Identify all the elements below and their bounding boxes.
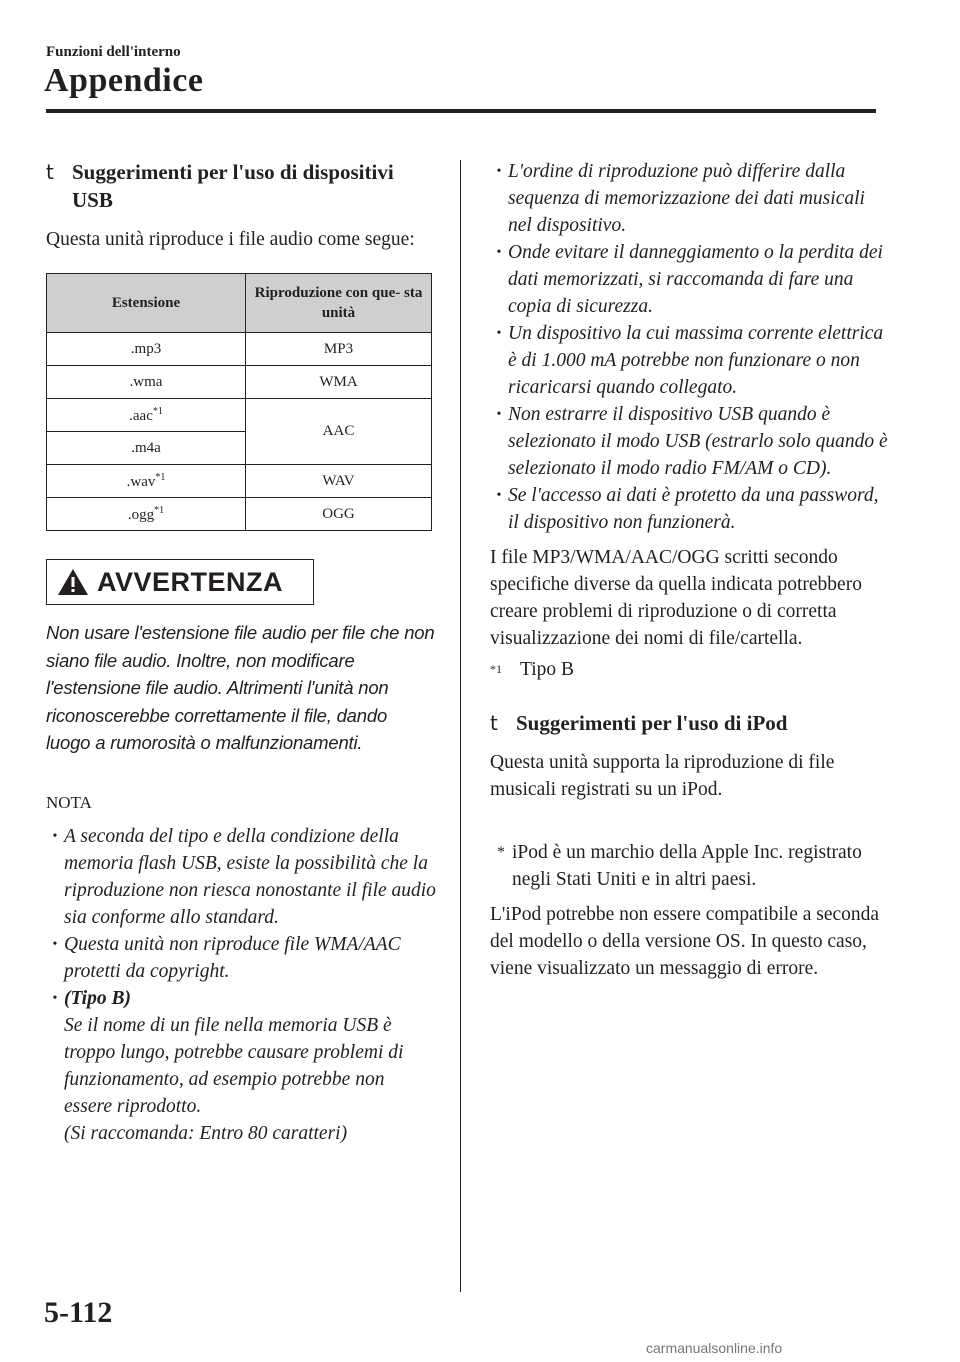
cell-format: OGG <box>246 498 432 531</box>
col-header-playback: Riproduzione con que- sta unità <box>246 274 432 333</box>
left-column <box>46 158 436 1147</box>
bullet-icon: • <box>496 164 502 179</box>
bullet-icon: • <box>52 828 58 844</box>
warning-title: AVVERTENZA <box>97 566 284 597</box>
usb-heading-text: Suggerimenti per l'uso di dispositivi USB <box>72 160 394 212</box>
note-bullets <box>46 823 436 1147</box>
note-bullets-continued <box>490 158 890 536</box>
cell-extension: .aac$^{*1}$ <box>47 399 246 432</box>
cell-format: WMA <box>246 366 432 399</box>
list-item: • Questa unità non riproduce file WMA/AAC protetti da copyright. <box>46 931 436 985</box>
bullet-icon: • <box>52 936 58 952</box>
page-title: Appendice <box>44 62 204 99</box>
ipod-heading-text: Suggerimenti per l'uso di iPod <box>516 710 788 735</box>
table-row <box>47 498 432 531</box>
cell-format: MP3 <box>246 333 432 366</box>
file-format-table <box>46 273 432 531</box>
tipo-b-label: (Tipo B) <box>64 987 131 1009</box>
trademark-note <box>490 839 890 893</box>
warning-box <box>46 559 314 605</box>
bullet-icon: • <box>496 488 502 503</box>
bullet-icon: • <box>52 990 58 1006</box>
bullet-icon: • <box>496 407 502 422</box>
bullet-icon: • <box>496 245 502 260</box>
cell-format: WAV <box>246 465 432 498</box>
warning-text: Non usare l'estensione file audio per file che non siano file audio. Inoltre, non modificare l'estensione file audio. Altrimenti l'unità non riconoscerebbe correttamente il file, dando luogo a rumorosità o malfunzionamenti. <box>46 622 435 753</box>
page-number: 5-112 <box>44 1296 113 1329</box>
section-marker-icon: t <box>46 160 54 184</box>
list-item: • Non estrarre il dispositivo USB quando è selezionato il modo USB (estrarlo solo quando è selezionato il modo radio FM/AM o CD). <box>490 401 890 482</box>
table-row <box>47 399 432 432</box>
cell-extension: .wma <box>47 366 246 399</box>
list-item: • L'ordine di riproduzione può differire dalla sequenza di memorizzazione dei dati musicali nel dispositivo. <box>490 158 890 239</box>
bullet-icon: • <box>496 326 502 341</box>
ipod-tips-heading <box>490 709 890 737</box>
cell-format: AAC <box>246 399 432 465</box>
list-item: • Un dispositivo la cui massima corrente elettrica è di 1.000 mA potrebbe non funzionare o non ricaricarsi quando collegato. <box>490 320 890 401</box>
section-marker-icon: t <box>490 710 498 735</box>
usb-intro: Questa unità riproduce i file audio come segue: <box>46 229 415 250</box>
tipo-b-text: Se il nome di un file nella memoria USB è troppo lungo, potrebbe causare problemi di funzionamento, ad esempio potrebbe non essere riprodotto. <box>64 1014 404 1117</box>
asterisk-icon: * <box>497 843 505 861</box>
tipo-b-hint: (Si raccomanda: Entro 80 caratteri) <box>64 1122 348 1144</box>
header-rule <box>46 109 876 113</box>
ipod-compat-paragraph: L'iPod potrebbe non essere compatibile a seconda del modello o della versione OS. In questo caso, viene visualizzato un messaggio di errore. <box>490 903 880 979</box>
table-header-row <box>47 274 432 333</box>
list-item <box>46 985 436 1147</box>
warning-triangle-icon <box>57 568 89 596</box>
cell-extension: .wav$^{*1}$ <box>47 465 246 498</box>
cell-extension: .mp3 <box>47 333 246 366</box>
cell-extension: .m4a <box>47 432 246 465</box>
ipod-intro: Questa unità supporta la riproduzione di file musicali registrati su un iPod. <box>490 751 835 800</box>
footnote <box>490 656 890 689</box>
watermark: carmanualsonline.info <box>646 1340 783 1356</box>
list-item: • A seconda del tipo e della condizione della memoria flash USB, esiste la possibilità che la riproduzione non riesca nonostante il file audio sia conforme allo standard. <box>46 823 436 931</box>
list-item: • Se l'accesso ai dati è protetto da una password, il dispositivo non funzionerà. <box>490 482 890 536</box>
table-row <box>47 465 432 498</box>
table-row <box>47 333 432 366</box>
right-column <box>490 158 890 982</box>
trademark-text: iPod è un marchio della Apple Inc. registrato negli Stati Uniti e in altri paesi. <box>512 841 862 890</box>
note-label: NOTA <box>46 792 92 812</box>
header-section-label: Funzioni dell'interno <box>46 44 181 60</box>
column-divider <box>460 160 461 1292</box>
table-row <box>47 366 432 399</box>
usb-tips-heading <box>46 158 436 214</box>
footnote-text: Tipo B <box>520 659 575 680</box>
list-item: • Onde evitare il danneggiamento o la perdita dei dati memorizzati, si raccomanda di fare una copia di sicurezza. <box>490 239 890 320</box>
col-header-extension: Estensione <box>47 274 246 333</box>
footnote-mark: *1 <box>490 662 502 676</box>
formats-paragraph: I file MP3/WMA/AAC/OGG scritti secondo specifiche diverse da quella indicata potrebbero creare problemi di riproduzione o di corretta visualizzazione dei nomi di file/cartella. <box>490 547 862 649</box>
cell-extension: .ogg$^{*1}$ <box>47 498 246 531</box>
